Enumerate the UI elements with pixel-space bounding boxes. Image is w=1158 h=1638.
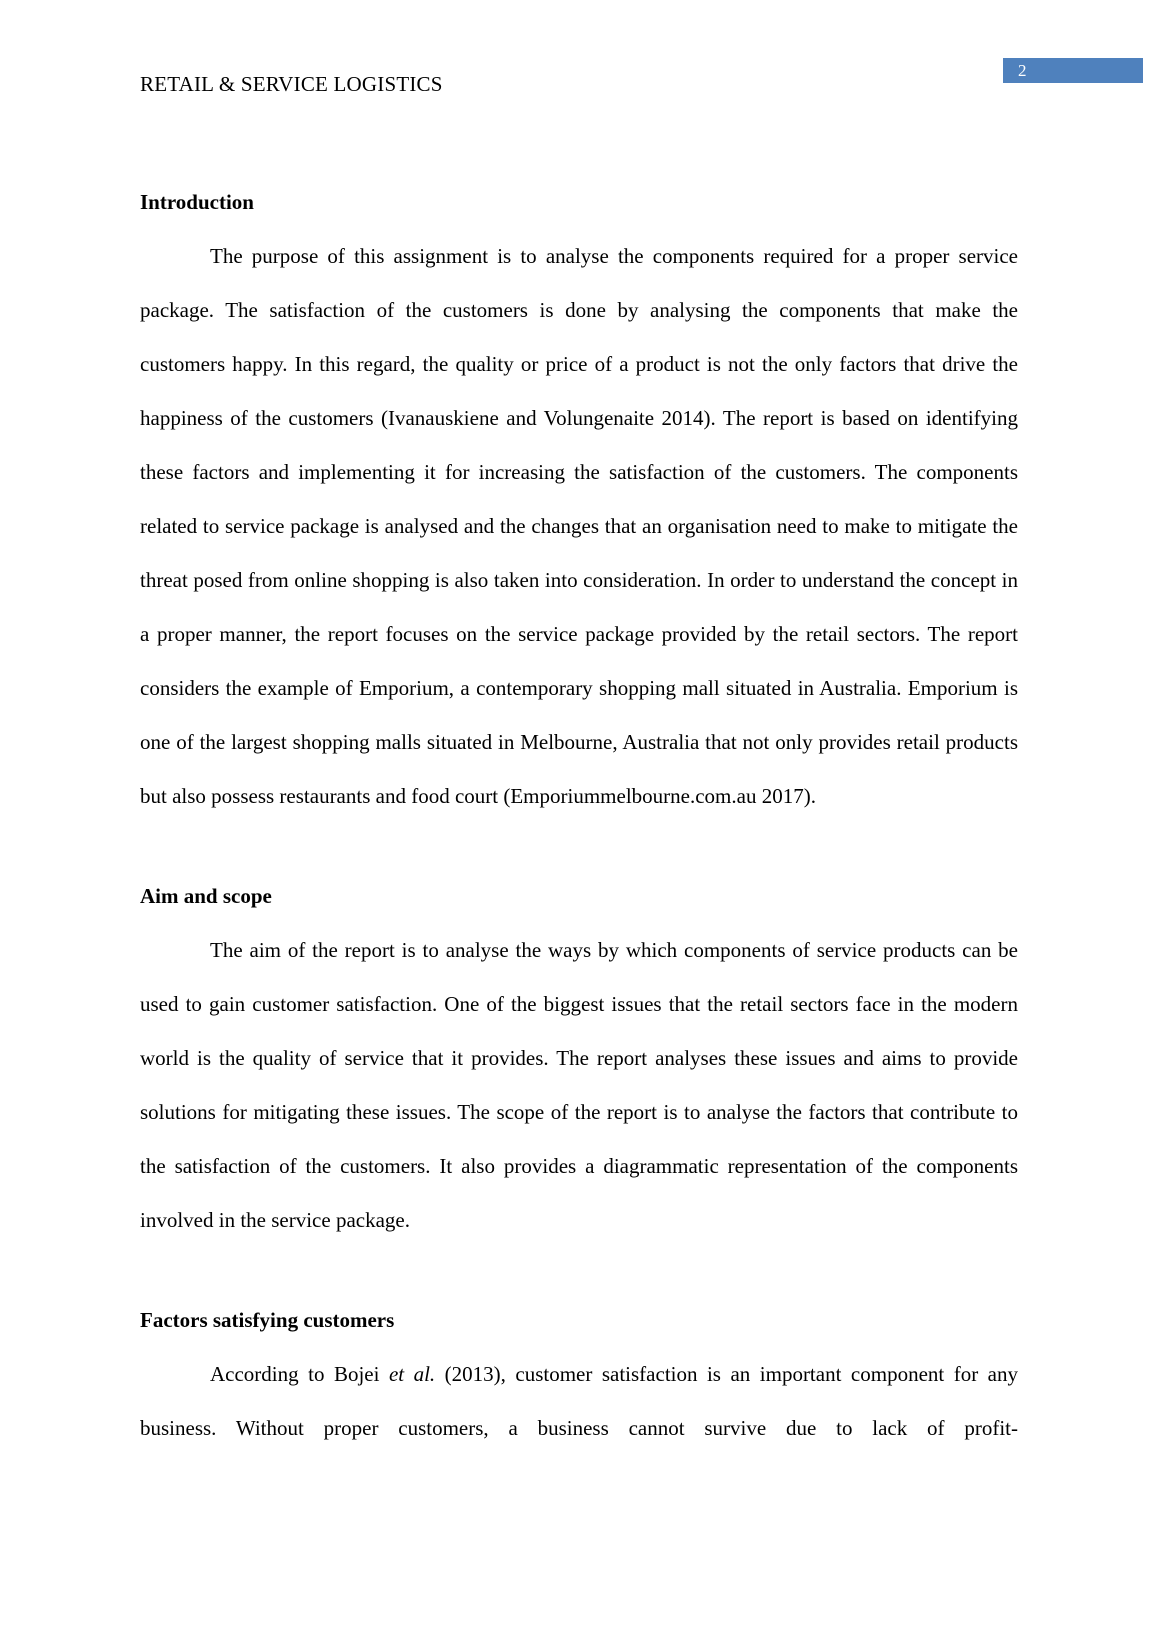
running-head: RETAIL & SERVICE LOGISTICS <box>140 72 443 96</box>
document-body <box>140 175 1018 1455</box>
factors-paragraph-italic: et al. <box>388 1362 436 1386</box>
factors-paragraph <box>140 1347 1018 1455</box>
aim-and-scope-paragraph: The aim of the report is to analyse the ways by which components of service products can be used to gain customer satisfaction. One of the biggest issues that the retail sectors face in the modern world is the quality of service that it provides. The report analyses these issues and aims to provide solutions for mitigating these issues. The scope of the report is to analyse the factors that contribute to the satisfaction of the customers. It also provides a diagrammatic representation of the components involved in the service package. <box>140 938 1018 1232</box>
factors-paragraph-start: According to Bojei <box>210 1362 389 1386</box>
section-spacer <box>140 1247 1018 1293</box>
section-heading-aim-and-scope: Aim and scope <box>140 884 272 908</box>
introduction-paragraph: The purpose of this assignment is to analyse the components required for a proper service package. The satisfaction of the customers is done by analysing the components that make the customers happy. In this regard, the quality or price of a product is not the only factors that drive the happiness of the customers (Ivanauskiene and Volungenaite 2014). The report is based on identifying these factors and implementing it for increasing the satisfaction of the customers. The components related to service package is analysed and the changes that an organisation need to make to mitigate the threat posed from online shopping is also taken into consideration. In order to understand the concept in a proper manner, the report focuses on the service package provided by the retail sectors. The report considers the example of Emporium, a contemporary shopping mall situated in Australia. Emporium is one of the largest shopping malls situated in Melbourne, Australia that not only provides retail products but also possess restaurants and food court (Emporiummelbourne.com.au 2017). <box>140 244 1018 808</box>
section-spacer <box>140 823 1018 869</box>
factors-paragraph-end: (2013), customer satisfaction is an important component for any business. Without proper customers, a business cannot survive due to lack of profit- <box>140 1362 1019 1440</box>
page-number: 2 <box>1003 58 1143 83</box>
section-heading-factors-satisfying-customers: Factors satisfying customers <box>140 1308 395 1332</box>
section-heading-introduction: Introduction <box>140 190 254 214</box>
